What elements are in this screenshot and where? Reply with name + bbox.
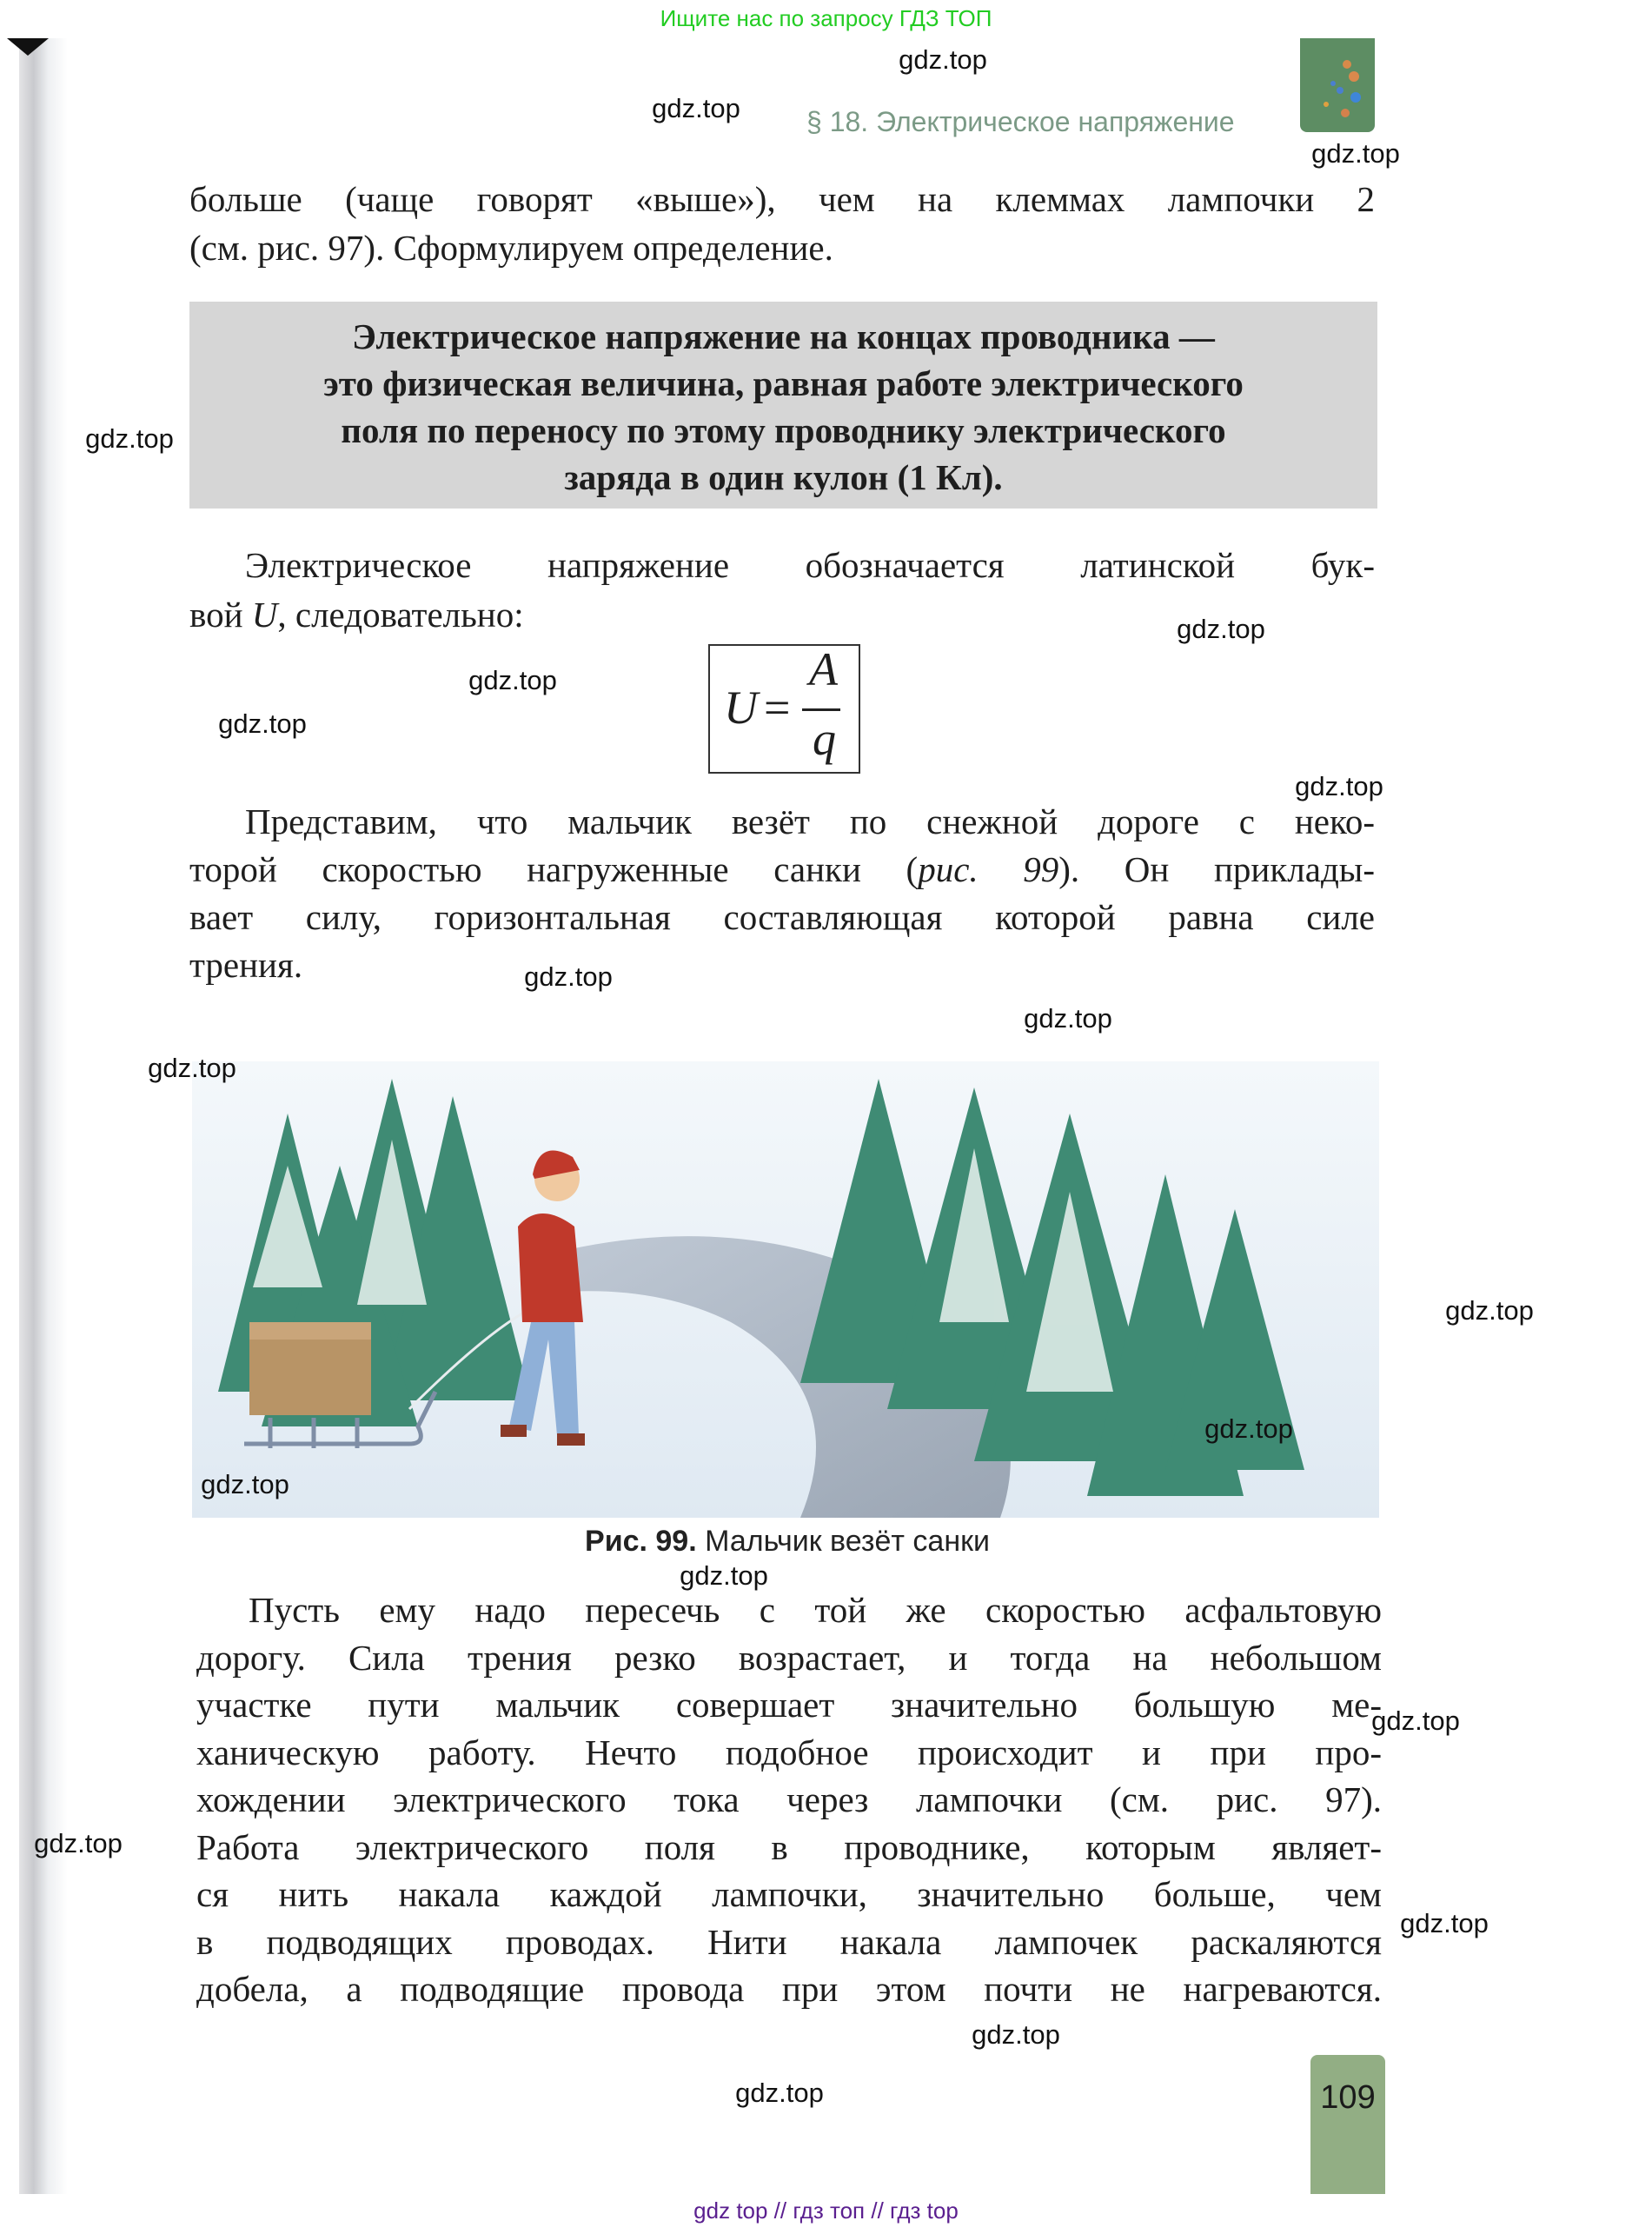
figure-boy-pulling-sled — [192, 1061, 1379, 1518]
watermark: gdz.top — [899, 44, 987, 75]
text-line: Представим, что мальчик везёт по снежной дороге с неко- — [245, 801, 1375, 841]
figure-label: Рис. 99. — [585, 1525, 697, 1558]
formula-numerator: A — [809, 643, 838, 695]
text-line: в подводящих проводах. Нити накала лампочек раскаляются — [196, 1921, 1382, 1962]
watermark: gdz.top — [468, 665, 557, 695]
book-spine-shadow — [19, 38, 68, 2194]
text-line: ханическую работу. Нечто подобное происходит и при про- — [196, 1732, 1382, 1772]
text-line: больше (чаще говорят «выше»), чем на клеммах лампочки 2 — [189, 179, 1375, 219]
watermark: gdz.top — [34, 1828, 123, 1858]
figure-caption-text: Мальчик везёт санки — [705, 1525, 990, 1558]
chapter-tab — [1300, 38, 1375, 132]
watermark: gdz.top — [652, 93, 740, 123]
formula-equals: = — [764, 682, 791, 734]
formula-lhs: U — [724, 682, 758, 734]
watermark: gdz.top — [218, 708, 307, 739]
figure-reference: рис. 99 — [918, 849, 1059, 889]
text-line: вает силу, горизонтальная составляющая которой равна силе — [189, 897, 1375, 937]
text-fragment: торой скоростью нагруженные санки ( — [189, 849, 919, 889]
section-header: § 18. Электрическое напряжение — [806, 106, 1235, 137]
page-number-tab — [1310, 2055, 1385, 2194]
watermark: gdz.top — [201, 1469, 289, 1499]
watermark: gdz.top — [1311, 138, 1400, 169]
paragraph-asphalt — [196, 1586, 1382, 2013]
molecules-icon — [1300, 38, 1375, 132]
definition-line: заряда в один кулон (1 Кл). — [564, 457, 1003, 497]
watermark: gdz.top — [1204, 1413, 1293, 1444]
text-fragment: , следовательно: — [277, 595, 524, 635]
bottom-note: gdz top // гдз топ // гдз top — [693, 2197, 959, 2224]
text-line: Электрическое напряжение обозначается латинской бук- — [245, 545, 1375, 585]
definition-line: Электрическое напряжение на концах проводника — — [352, 316, 1215, 356]
watermark: gdz.top — [85, 423, 174, 454]
watermark: gdz.top — [524, 961, 613, 992]
definition-line: это физическая величина, равная работе электрического — [323, 363, 1244, 403]
text-line: добела, а подводящие провода при этом почти не нагреваются. — [196, 1969, 1382, 2009]
watermark: gdz.top — [148, 1053, 236, 1083]
text-line: ся нить накала каждой лампочки, значительно больше, чем — [196, 1874, 1382, 1914]
text-line: Работа электрического поля в проводнике, которым являет- — [196, 1826, 1382, 1867]
definition-line: поля по переносу по этому проводнику электрического — [341, 410, 1226, 450]
watermark: gdz.top — [1445, 1295, 1534, 1326]
fraction-bar — [802, 708, 840, 711]
paragraph-sled-example — [189, 798, 1375, 989]
watermark: gdz.top — [735, 2078, 824, 2108]
watermark: gdz.top — [1371, 1705, 1460, 1736]
figure-caption — [0, 1525, 1575, 1559]
text-line: трения. — [189, 945, 303, 985]
definition-box — [189, 302, 1377, 509]
voltage-formula — [708, 644, 860, 774]
formula-denominator: q — [813, 713, 836, 765]
voltage-symbol: U — [251, 595, 278, 635]
watermark: gdz.top — [1177, 614, 1265, 644]
text-line: участке пути мальчик совершает значительно большую ме- — [196, 1685, 1382, 1725]
watermark: gdz.top — [1400, 1908, 1489, 1938]
watermark: gdz.top — [1024, 1003, 1112, 1034]
watermark: gdz.top — [1295, 771, 1383, 801]
page-number: 109 — [1320, 2079, 1376, 2116]
text-line — [189, 846, 1375, 894]
top-search-note: Ищите нас по запросу ГДЗ ТОП — [660, 5, 992, 31]
text-fragment: вой — [189, 595, 252, 635]
watermark: gdz.top — [680, 1560, 768, 1591]
paragraph-intro — [189, 175, 1375, 272]
watermark: gdz.top — [972, 2019, 1060, 2050]
text-fragment: ). Он приклады- — [1058, 849, 1375, 889]
text-line: (см. рис. 97). Сформулируем определение. — [189, 228, 833, 268]
corner-marker-icon — [7, 38, 49, 56]
text-line: Пусть ему надо пересечь с той же скоростью асфальтовую — [249, 1590, 1382, 1630]
text-line: хождении электрического тока через лампочки (см. рис. 97). — [196, 1779, 1382, 1819]
text-line: дорогу. Сила трения резко возрастает, и тогда на небольшом — [196, 1637, 1382, 1678]
